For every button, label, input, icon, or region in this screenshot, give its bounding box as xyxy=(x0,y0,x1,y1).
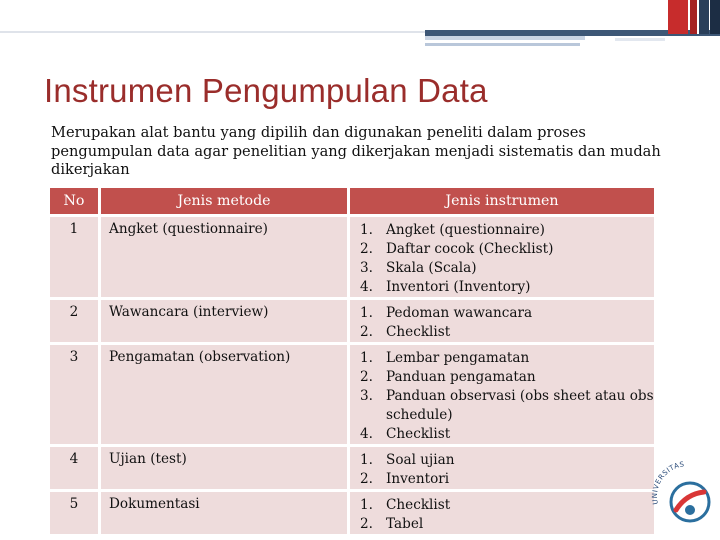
instrument-list xyxy=(360,451,654,489)
instrument-list xyxy=(360,221,654,297)
list-item-number: 4. xyxy=(360,426,373,442)
list-item xyxy=(360,240,654,259)
list-item-number: 3. xyxy=(360,388,373,404)
list-item xyxy=(360,259,654,278)
row-number: 1 xyxy=(50,214,98,297)
list-item-text: Skala (Scala) xyxy=(386,260,477,276)
list-item xyxy=(360,496,654,515)
table-header-row xyxy=(50,188,654,214)
list-item-text: Checklist xyxy=(386,324,451,340)
list-item-text: Panduan pengamatan xyxy=(386,369,536,385)
row-number: 4 xyxy=(50,444,98,489)
list-item-text: Panduan observasi (obs sheet atau obs schedule) xyxy=(386,388,654,423)
header-no: No xyxy=(50,188,98,214)
table-row xyxy=(50,342,654,444)
list-item xyxy=(360,221,654,240)
list-item-text: Pedoman wawancara xyxy=(386,305,533,321)
instrument-cell xyxy=(347,214,654,297)
instrument-cell xyxy=(347,489,654,534)
svg-text:UNIVERSITAS: UNIVERSITAS xyxy=(650,460,686,506)
row-number: 2 xyxy=(50,297,98,342)
top-decoration xyxy=(0,0,720,50)
instrument-cell xyxy=(347,297,654,342)
instrument-list xyxy=(360,304,654,342)
list-item-number: 3. xyxy=(360,260,373,276)
instrument-list xyxy=(360,349,654,444)
table-row xyxy=(50,297,654,342)
list-item-text: Checklist xyxy=(386,426,451,442)
method-cell: Angket (questionnaire) xyxy=(98,214,347,297)
method-cell: Wawancara (interview) xyxy=(98,297,347,342)
header-instrument: Jenis instrumen xyxy=(347,188,654,214)
list-item-text: Inventori (Inventory) xyxy=(386,279,531,295)
list-item-text: Angket (questionnaire) xyxy=(386,222,545,238)
instrument-cell xyxy=(347,444,654,489)
table-row xyxy=(50,444,654,489)
list-item-number: 2. xyxy=(360,471,373,487)
list-item-text: Tabel xyxy=(386,516,424,532)
list-item xyxy=(360,515,654,534)
instrument-table xyxy=(50,188,654,534)
list-item xyxy=(360,323,654,342)
list-item xyxy=(360,304,654,323)
method-cell: Pengamatan (observation) xyxy=(98,342,347,444)
list-item xyxy=(360,451,654,470)
list-item-number: 1. xyxy=(360,222,373,238)
intro-paragraph: Merupakan alat bantu yang dipilih dan digunakan peneliti dalam proses pengumpulan data agar penelitian yang dikerjakan menjadi sistematis dan mudah dikerjakan xyxy=(51,124,661,178)
table-row xyxy=(50,489,654,534)
instrument-cell xyxy=(347,342,654,444)
header-method: Jenis metode xyxy=(98,188,347,214)
list-item-number: 2. xyxy=(360,324,373,340)
list-item-number: 2. xyxy=(360,369,373,385)
table-row xyxy=(50,214,654,297)
list-item-number: 1. xyxy=(360,305,373,321)
list-item-number: 1. xyxy=(360,497,373,513)
list-item-number: 4. xyxy=(360,279,373,295)
method-cell: Ujian (test) xyxy=(98,444,347,489)
list-item-text: Daftar cocok (Checklist) xyxy=(386,241,554,257)
row-number: 5 xyxy=(50,489,98,534)
list-item-number: 2. xyxy=(360,241,373,257)
instrument-list xyxy=(360,496,654,534)
list-item-number: 2. xyxy=(360,516,373,532)
list-item-number: 1. xyxy=(360,350,373,366)
row-number: 3 xyxy=(50,342,98,444)
list-item-text: Inventori xyxy=(386,471,450,487)
university-logo xyxy=(650,452,720,540)
list-item xyxy=(360,349,654,368)
list-item xyxy=(360,368,654,387)
list-item-text: Soal ujian xyxy=(386,452,455,468)
list-item-text: Checklist xyxy=(386,497,451,513)
list-item xyxy=(360,470,654,489)
list-item xyxy=(360,387,654,425)
method-cell: Dokumentasi xyxy=(98,489,347,534)
list-item-text: Lembar pengamatan xyxy=(386,350,530,366)
list-item xyxy=(360,425,654,444)
list-item xyxy=(360,278,654,297)
page-title: Instrumen Pengumpulan Data xyxy=(44,72,488,109)
list-item-number: 1. xyxy=(360,452,373,468)
